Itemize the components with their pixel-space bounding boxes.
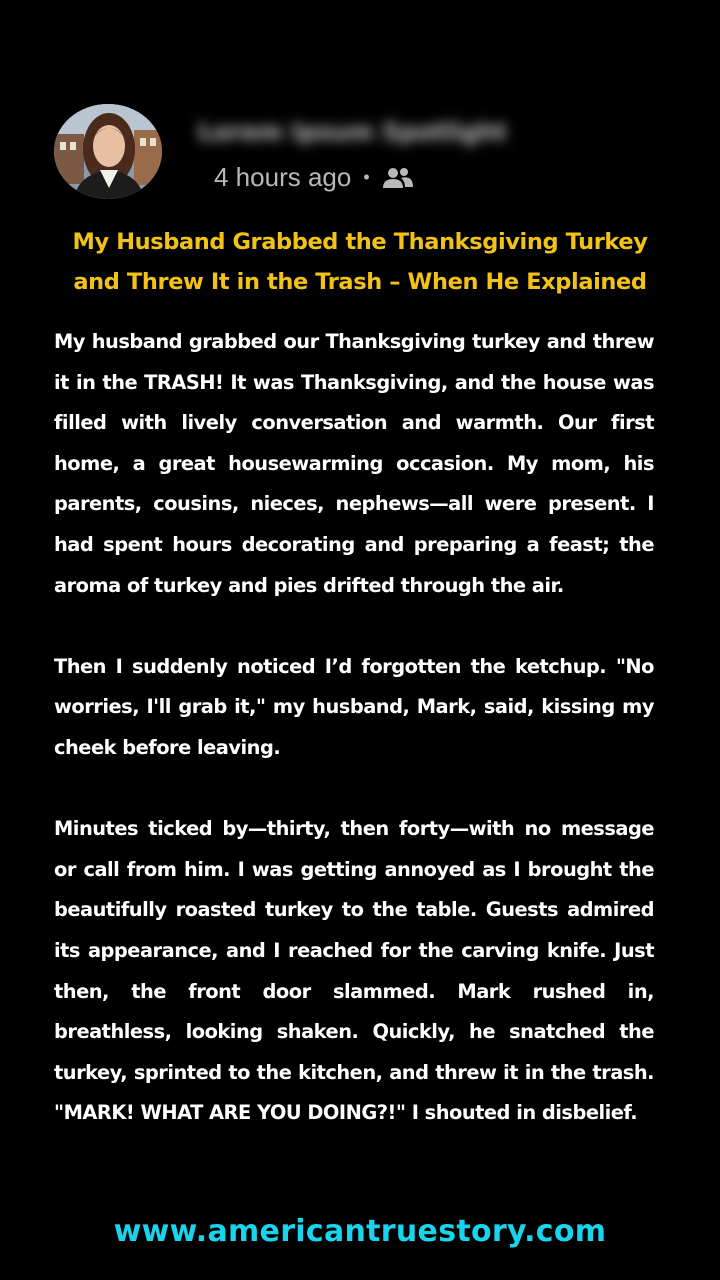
story-paragraph-1: My husband grabbed our Thanksgiving turkey and threw it in the TRASH! It was Thanksgiving, and the house was filled with lively conversation and warmth. Our first home, a great housewarming occasion. My mom, his parents, cousins, nieces, nephews—all were present. I had spent hours decorating and preparing a feast; the aroma of turkey and pies drifted through the air. xyxy=(54,330,654,597)
article-headline xyxy=(40,222,680,302)
source-url[interactable]: www.americantruestory.com xyxy=(113,1214,607,1249)
author-name[interactable]: Lorem Ipsum Spotlight xyxy=(198,118,507,146)
friends-icon[interactable] xyxy=(382,166,414,190)
post-timestamp[interactable]: 4 hours ago xyxy=(214,162,352,192)
story-paragraph-2-rest: "No worries, I'll grab it," my husband, Mark, said, kissing my cheek before leaving. xyxy=(54,654,654,759)
meta-separator: • xyxy=(363,167,370,187)
story-paragraph-2-first-line: Then I suddenly noticed I’d forgotten the ketchup. xyxy=(54,654,607,678)
author-avatar[interactable] xyxy=(54,104,162,199)
article-body xyxy=(54,322,654,1134)
post-header xyxy=(54,104,674,204)
avatar-photo xyxy=(54,104,162,199)
headline-line-1: My Husband Grabbed the Thanksgiving Turkey xyxy=(72,229,648,255)
post-meta xyxy=(214,162,414,193)
story-paragraph-2 xyxy=(54,647,654,769)
headline-line-2: and Threw It in the Trash – When He Explained xyxy=(73,269,647,295)
story-paragraph-3: Minutes ticked by—thirty, then forty—with no message or call from him. I was getting annoyed as I brought the beautifully roasted turkey to the table. Guests admired its appearance, and I reached for the carving knife. Just then, the front door slammed. Mark rushed in, breathless, looking shaken. Quickly, he snatched the turkey, sprinted to the kitchen, and threw it in the trash. "MARK! WHAT ARE YOU DOING?!" I shouted in disbelief. xyxy=(54,817,654,1125)
